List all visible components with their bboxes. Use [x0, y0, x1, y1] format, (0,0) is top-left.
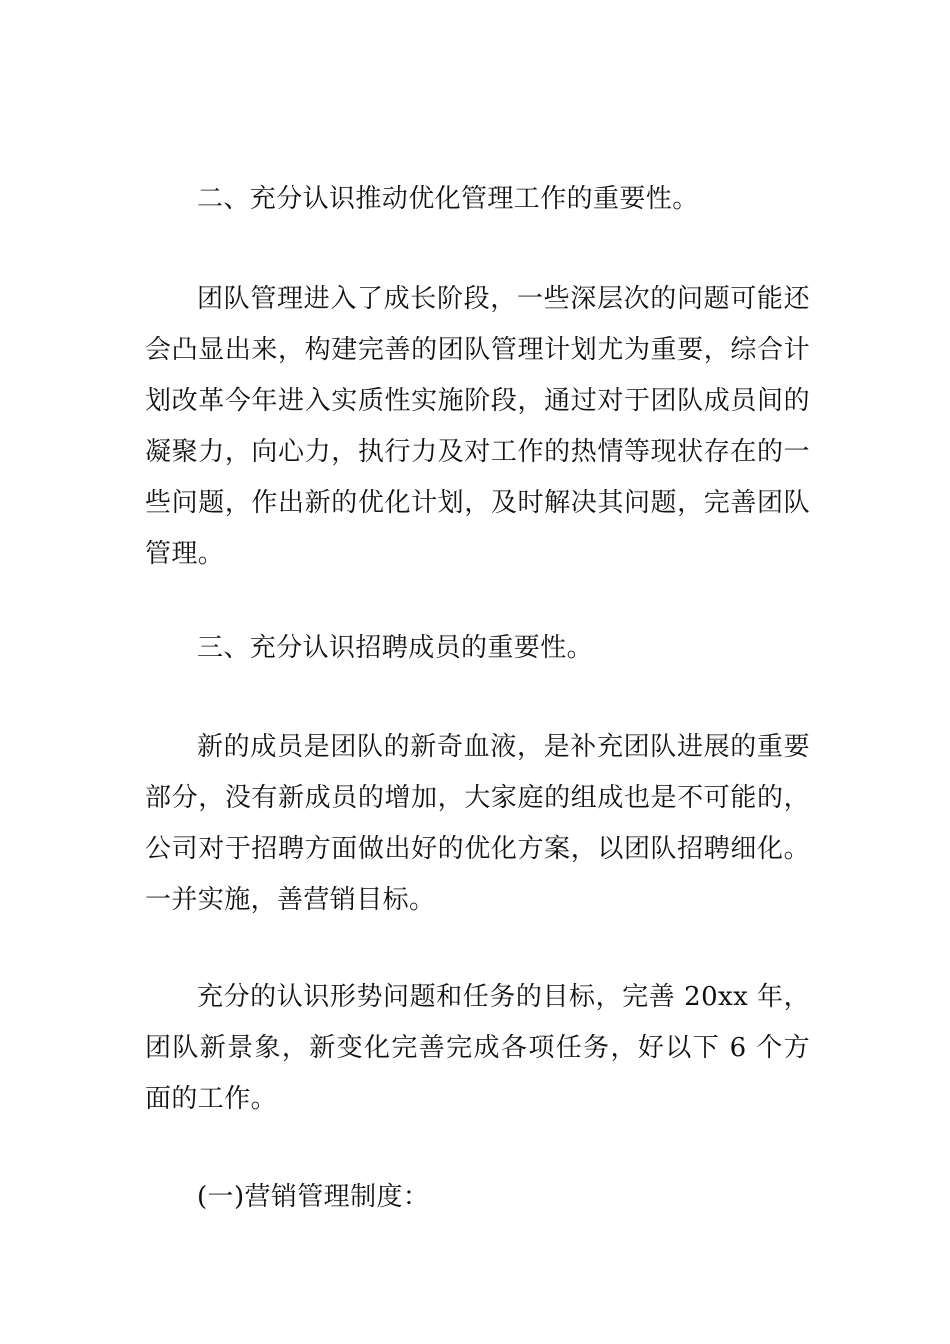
section-heading-3: 三、充分认识招聘成员的重要性。: [197, 633, 594, 663]
paragraph-team-management: 团队管理进入了成长阶段，一些深层次的问题可能还会凸显出来，构建完善的团队管理计划尤为重要，综合计划改革今年进入实质性实施阶段，通过对于团队成员间的凝聚力，向心力，执行力及对工作的热情等现状存在的一些问题，作出新的优化计划，及时解决其问题，完善团队管理。: [145, 284, 810, 569]
section-heading-2: 二、充分认识推动优化管理工作的重要性。: [197, 184, 699, 214]
paragraph-targets: 充分的认识形势问题和任务的目标，完善 20xx 年，团队新景象，新变化完善完成各项任务，好以下 6 个方面的工作。: [145, 982, 810, 1114]
subheading-marketing-management: (一)营销管理制度：: [197, 1182, 430, 1212]
paragraph-recruitment: 新的成员是团队的新奇血液，是补充团队进展的重要部分，没有新成员的增加，大家庭的组成也是不可能的，公司对于招聘方面做出好的优化方案，以团队招聘细化。一并实施，善营销目标。: [145, 732, 810, 915]
